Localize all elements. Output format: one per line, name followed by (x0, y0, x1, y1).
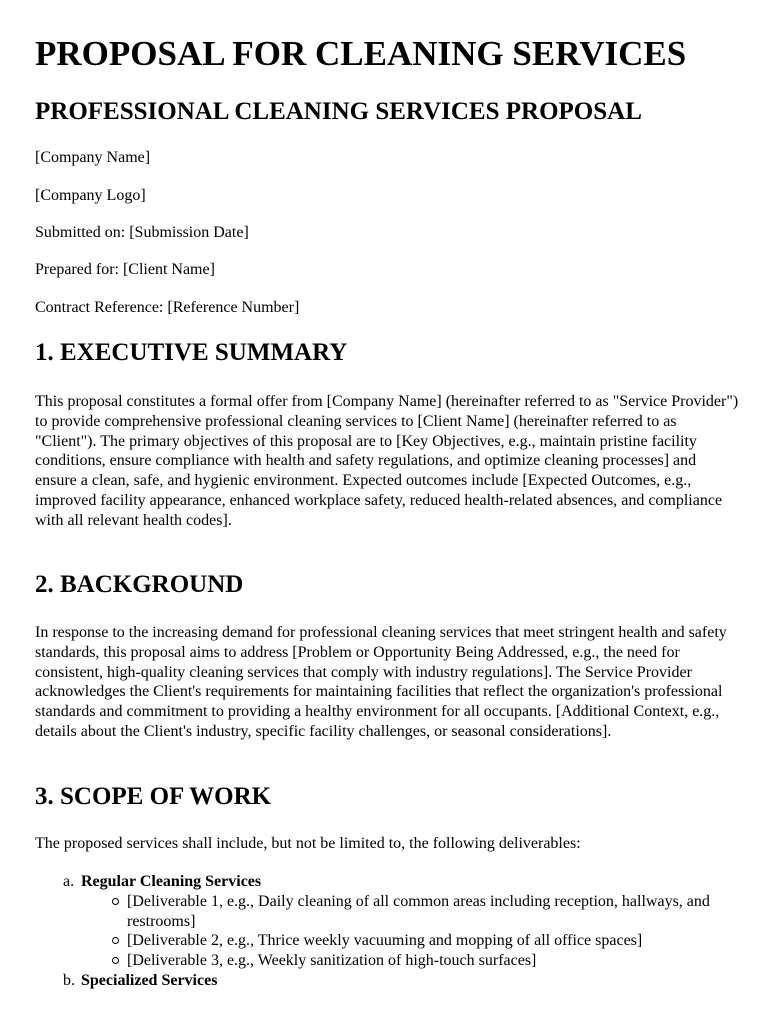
executive-summary-heading: 1. EXECUTIVE SUMMARY (35, 339, 348, 366)
client-name-field: Prepared for: [Client Name] (35, 261, 215, 278)
background-heading: 2. BACKGROUND (35, 571, 244, 598)
scope-of-work-heading: 3. SCOPE OF WORK (35, 783, 272, 810)
company-name-field: [Company Name] (35, 149, 151, 166)
background-body: In response to the increasing demand for professional cleaning services that meet stringent health and safety standards, this proposal aims to address [Problem or Opportunity Being Addressed, e.g., the need for consistent, high-quality cleaning services that comply with industry regulations]. The Service Provider acknowledges the Client's requirements for maintaining facilities that reflect the organization's professional standards and commitment to providing a healthy environment for all occupants. [Additional Context, e.g., details about the Client's industry, specific facility challenges, or seasonal considerations]. (35, 624, 727, 740)
circle-bullet-icon (112, 937, 119, 944)
list-marker: a. (63, 873, 75, 890)
deliverable-text: [Deliverable 1, e.g., Daily cleaning of all common areas including reception, hallways, and restrooms] (127, 892, 710, 930)
document-subtitle: PROFESSIONAL CLEANING SERVICES PROPOSAL (35, 98, 642, 125)
scope-list (35, 872, 745, 991)
deliverable-text: [Deliverable 2, e.g., Thrice weekly vacuuming and mopping of all office spaces] (127, 932, 643, 950)
circle-bullet-icon (112, 898, 119, 905)
scope-of-work-intro: The proposed services shall include, but not be limited to, the following deliverables: (35, 835, 581, 852)
list-marker: b. (63, 971, 75, 989)
deliverable-text: [Deliverable 3, e.g., Weekly sanitization of high-touch surfaces] (127, 952, 537, 970)
document-title: PROPOSAL FOR CLEANING SERVICES (35, 34, 687, 73)
list-item-label: Specialized Services (81, 971, 218, 989)
submission-date-field: Submitted on: [Submission Date] (35, 224, 249, 241)
executive-summary-body: This proposal constitutes a formal offer from [Company Name] (hereinafter referred to as "Service Provider") to provide comprehensive professional cleaning services to [Client Name] (hereinafter referred to as "Client"). The primary objectives of this proposal are to [Key Objectives, e.g., maintain pristine facility conditions, ensure compliance with health and safety regulations, and optimize cleaning processes] and ensure a clean, safe, and hygienic environment. Expected outcomes include [Expected Outcomes, e.g., improved facility appearance, enhanced workplace safety, reduced health-related absences, and compliance with all relevant health codes]. (35, 393, 739, 529)
list-item (35, 872, 745, 892)
reference-number-field: Contract Reference: [Reference Number] (35, 299, 300, 316)
circle-bullet-icon (112, 957, 119, 964)
list-item (35, 892, 717, 932)
list-item (35, 931, 717, 951)
list-item-label: Regular Cleaning Services (81, 873, 262, 890)
list-item (35, 971, 745, 991)
company-logo-field: [Company Logo] (35, 187, 146, 204)
deliverables-list (35, 892, 745, 971)
list-item (35, 951, 717, 971)
